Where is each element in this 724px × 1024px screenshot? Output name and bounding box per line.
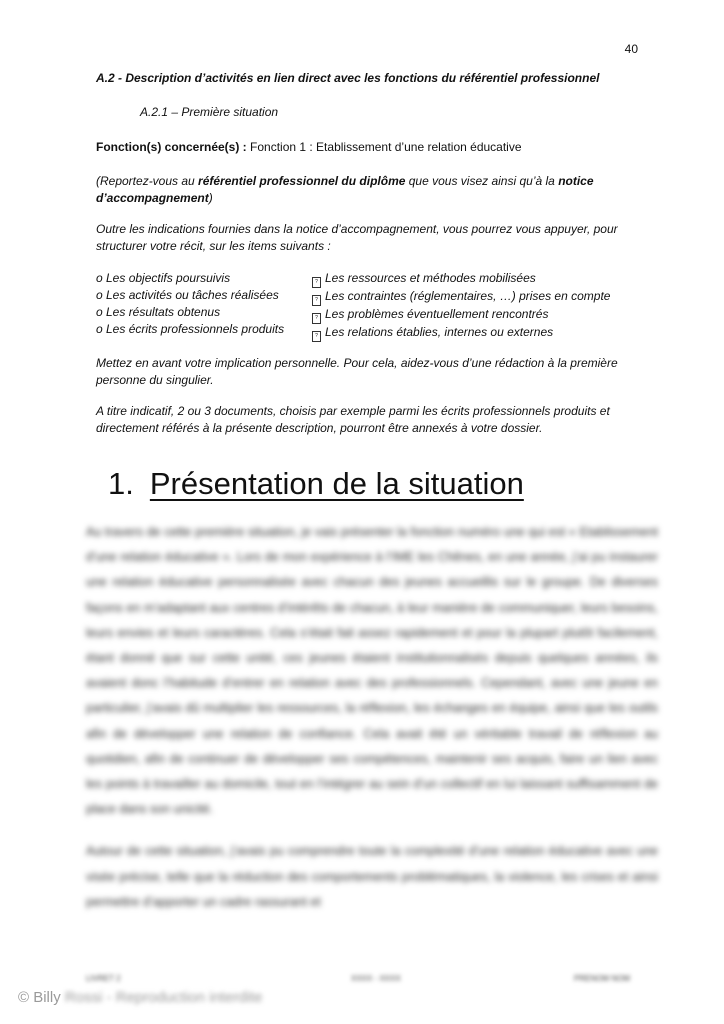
implication-paragraph: Mettez en avant votre implication personnelle. Pour cela, aidez-vous d’une rédaction à la première personne du singulier. bbox=[96, 356, 618, 387]
items-left-column bbox=[96, 270, 284, 338]
footer-right: PRENOM NOM bbox=[574, 974, 630, 983]
reference-bold1: référentiel professionnel du diplôme bbox=[198, 174, 406, 188]
footer-left: LIVRET 2 bbox=[86, 974, 121, 983]
body-paragraph: Autour de cette situation, j’avais pu comprendre toute la complexité d’une relation éducative avec une visée précise, telle que la réduction des comportements problématiques, la violence, les crises et ainsi permettre d’apporter un cadre rassurant et bbox=[86, 844, 658, 909]
reference-part2: que vous visez ainsi qu’à la bbox=[405, 174, 559, 188]
missing-glyph-icon: ? bbox=[312, 295, 321, 306]
copyright-visible: © Billy bbox=[18, 989, 61, 1006]
list-item: o Les écrits professionnels produits bbox=[96, 322, 285, 336]
reference-note bbox=[96, 173, 641, 207]
list-item-label: Les ressources et méthodes mobilisées bbox=[325, 271, 536, 285]
list-item bbox=[312, 270, 610, 288]
list-item bbox=[312, 324, 610, 342]
missing-glyph-icon: ? bbox=[312, 313, 321, 324]
blurred-body-text bbox=[86, 520, 658, 932]
missing-glyph-icon: ? bbox=[312, 277, 321, 288]
instructions-paragraph: Outre les indications fournies dans la notice d’accompagnement, vous pourrez vous appuyer, pour structurer votre récit, sur les items suivants : bbox=[96, 222, 618, 253]
fonction-value: Fonction 1 : Etablissement d’une relation éducative bbox=[246, 140, 522, 154]
copyright-watermark bbox=[18, 989, 263, 1006]
list-item-label: Les problèmes éventuellement rencontrés bbox=[325, 307, 549, 321]
reference-part1: (Reportez-vous au bbox=[96, 174, 199, 188]
list-item: o Les objectifs poursuivis bbox=[96, 271, 231, 285]
fonction-label: Fonction(s) concernée(s) : bbox=[96, 140, 247, 154]
reference-bold2: notice d’accompagnement bbox=[96, 174, 594, 205]
list-item bbox=[312, 288, 610, 306]
list-item bbox=[312, 306, 610, 324]
subsection-heading-a21: A.2.1 – Première situation bbox=[140, 105, 279, 119]
fonction-line bbox=[96, 140, 522, 154]
documents-paragraph: A titre indicatif, 2 ou 3 documents, choisis par exemple parmi les écrits professionnels produits et directement référés à la présente description, pourront être annexés à votre dossier. bbox=[96, 404, 610, 435]
body-paragraph: Au travers de cette première situation, je vais présenter la fonction numéro une qui est « Etablissement d’une relation éducative ». Lors de mon expérience à l’IME les Chênes, en une année, j’ai pu instaurer une relation éducative personnalisée avec chacun des jeunes accueillis sur le groupe. De diverses façons en m’adaptant aux centres d’intérêts de chacun, à leur manière de communiquer, leurs besoins, leurs envies et leurs caractères. Cela s’était fait assez rapidement et pour la plupart plutôt facilement, étant donné que sur cette unité, ces jeunes étaient institutionnalisés depuis quelques années, ils avaient donc l’habitude d’entrer en relation avec des professionnels. Cependant, avec une jeune en particulier, j’avais dû multiplier les ressources, la réflexion, les échanges en équipe, ainsi que les outils afin de développer une relation de confiance. Cela avait été un véritable travail de réflexion au quotidien, afin de continuer de développer ses compétences, maintenir ses acquis, faire un lien avec les points à travailler au domicile, tout en l’intégrer au sein d’un collectif en lui laissant suffisamment de place dans son unicité. bbox=[86, 525, 658, 817]
copyright-blurred: Rossi - Reproduction interdite bbox=[60, 989, 263, 1006]
list-item-label: Les contraintes (réglementaires, …) prises en compte bbox=[325, 289, 611, 303]
section-heading-a2: A.2 - Description d’activités en lien direct avec les fonctions du référentiel professionnel bbox=[96, 71, 600, 85]
section-title bbox=[108, 466, 524, 502]
section-title-text: Présentation de la situation bbox=[149, 466, 524, 501]
footer-center: XXXX - XXXX bbox=[351, 974, 401, 983]
reference-part3: ) bbox=[208, 191, 213, 205]
missing-glyph-icon: ? bbox=[312, 331, 321, 342]
list-item: o Les résultats obtenus bbox=[96, 305, 221, 319]
items-right-column bbox=[312, 270, 610, 342]
list-item-label: Les relations établies, internes ou externes bbox=[325, 325, 554, 339]
page-number: 40 bbox=[624, 42, 638, 56]
section-number: 1. bbox=[108, 466, 134, 501]
list-item: o Les activités ou tâches réalisées bbox=[96, 288, 279, 302]
